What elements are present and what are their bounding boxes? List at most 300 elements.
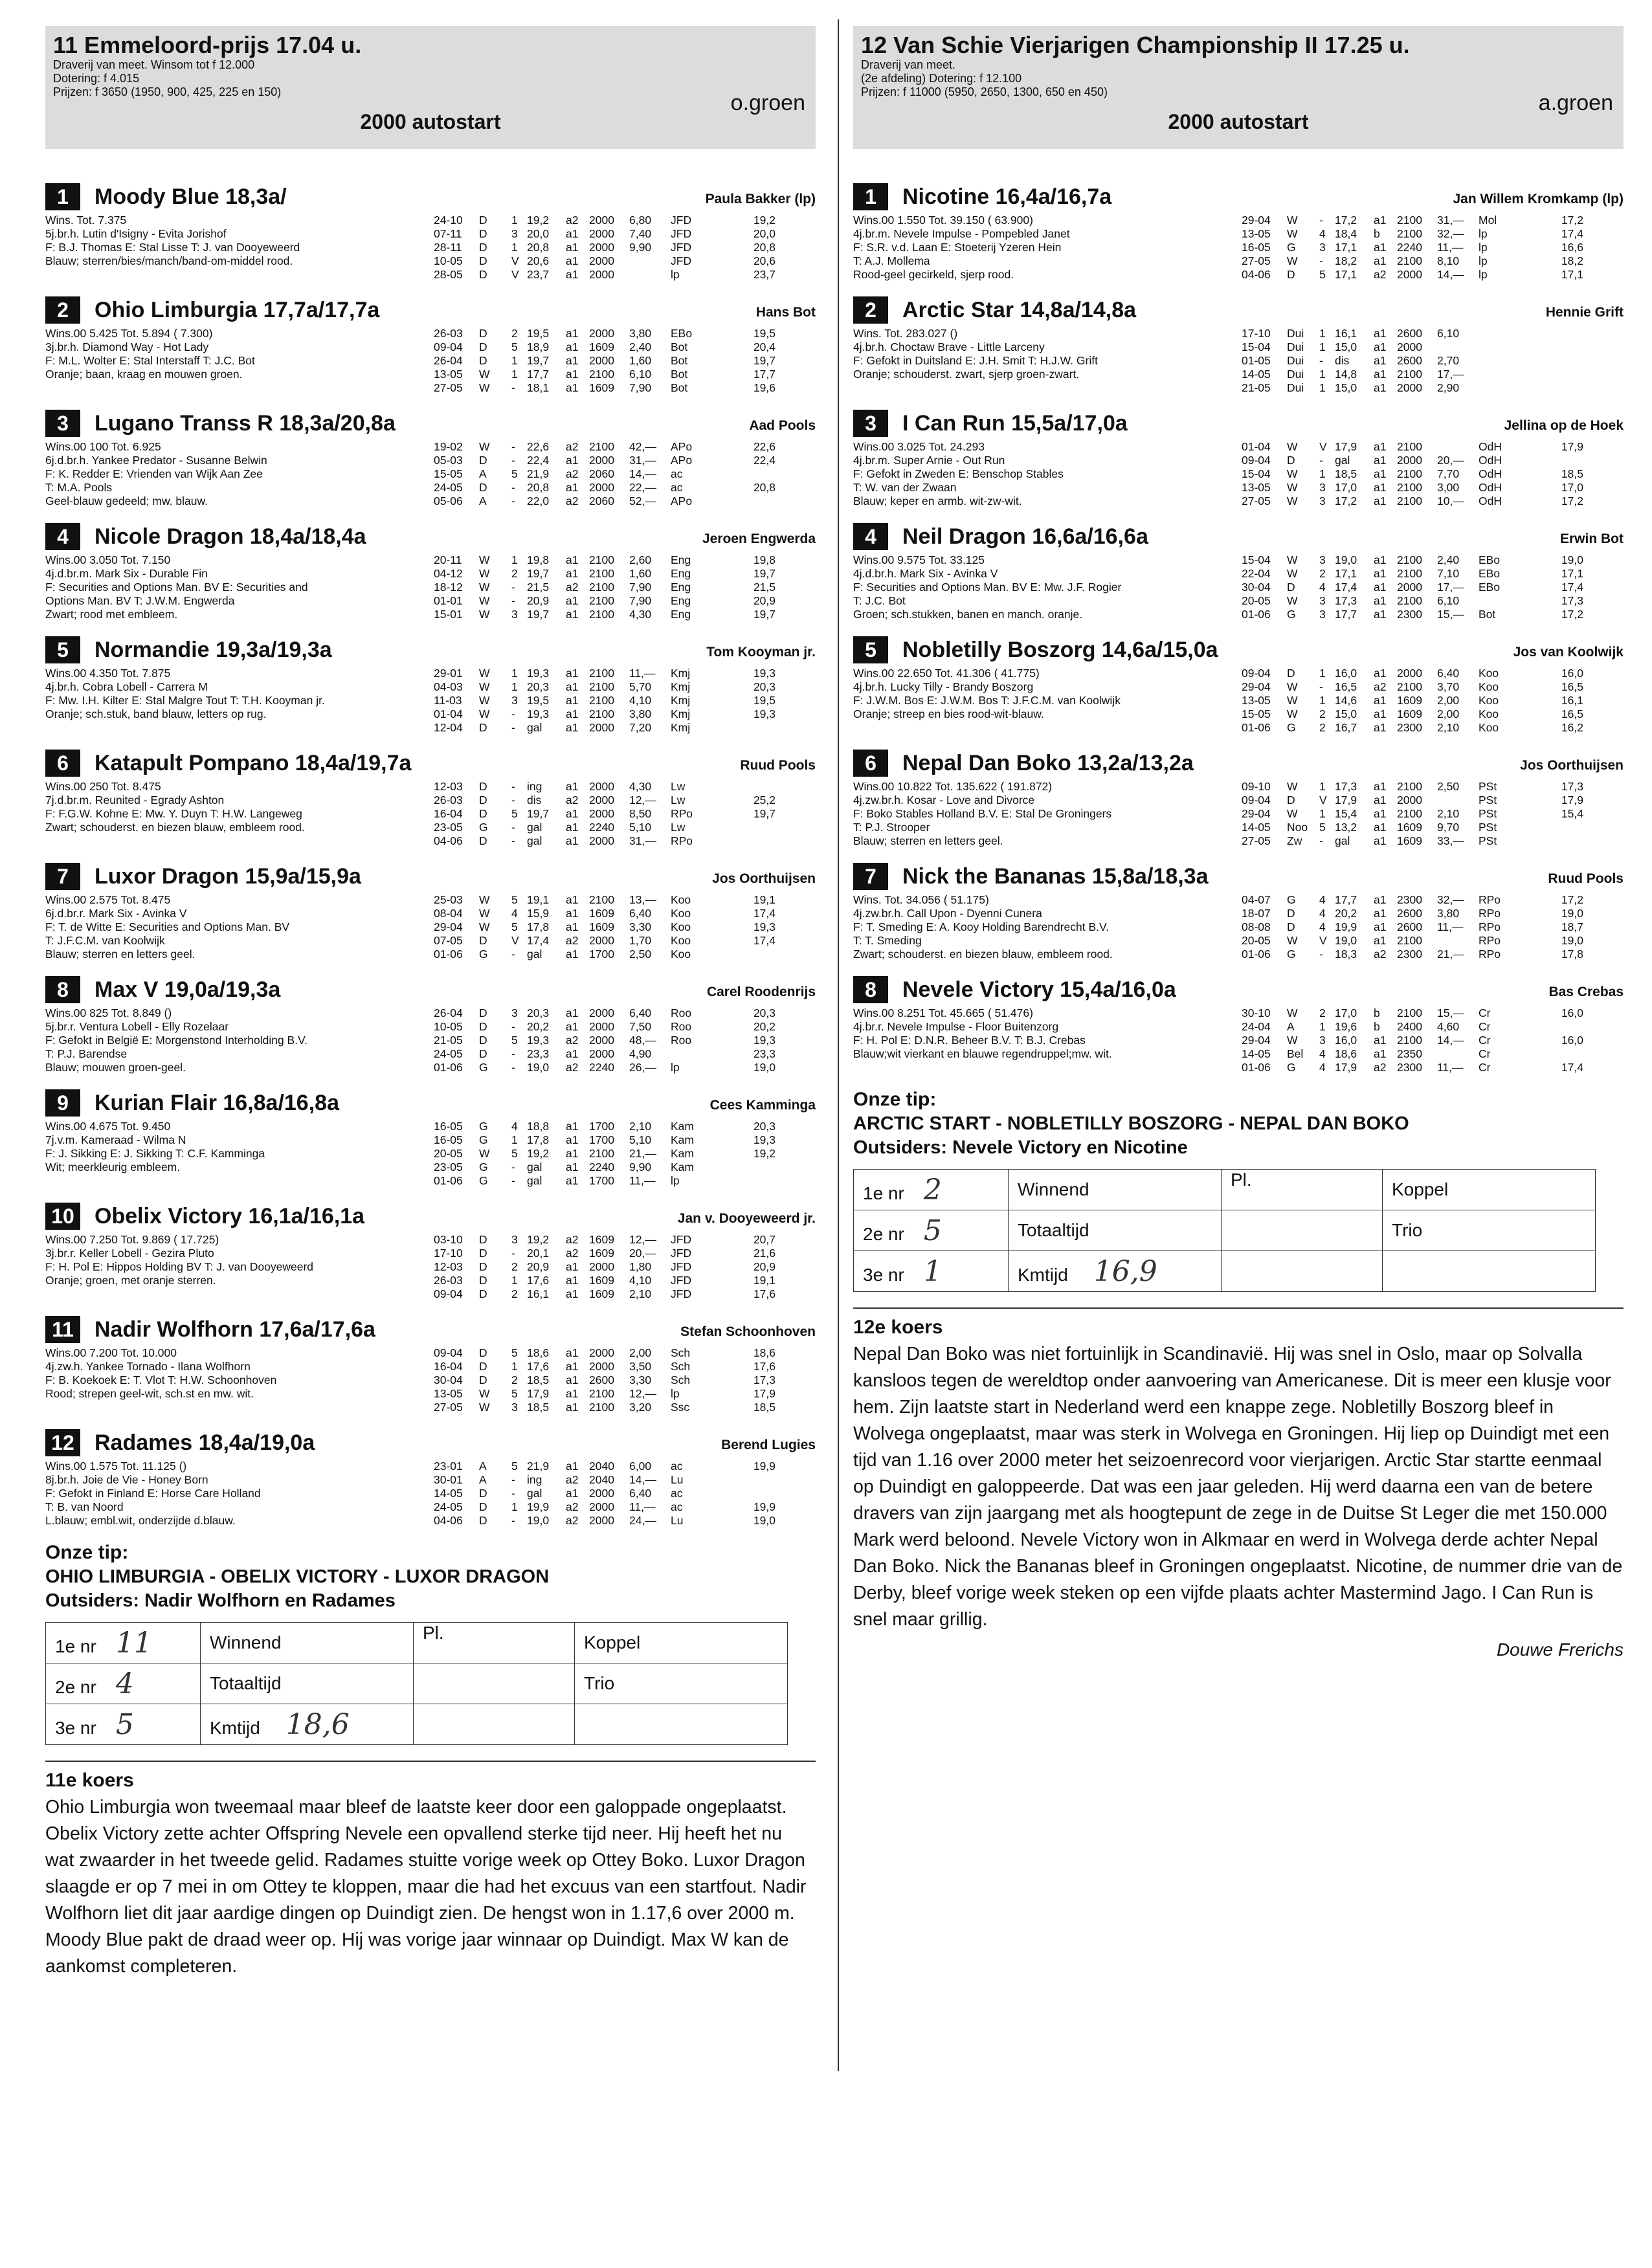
start-cell: 2,00: [1437, 694, 1460, 707]
recent-starts: [434, 1460, 776, 1528]
start-cell: G: [479, 821, 488, 834]
start-cell: 15-04: [1242, 467, 1271, 480]
bet-combo-cell[interactable]: [575, 1704, 788, 1745]
recent-starts: [434, 1346, 776, 1414]
start-cell: -: [511, 721, 515, 734]
start-cell: 19,3: [527, 667, 550, 680]
start-cell: 14-05: [434, 1487, 463, 1500]
start-cell: [1533, 381, 1583, 395]
start-cell: 20,6: [753, 254, 776, 267]
bet-place-cell[interactable]: Pl.: [414, 1623, 575, 1663]
horse-name: Katapult Pompano 18,4a/19,7a: [95, 750, 412, 775]
start-cell: 2100: [1397, 553, 1422, 566]
horse-info-line: Groen; sch.stukken, banen en manch. oranje.: [853, 608, 1083, 621]
start-cell: 2100: [589, 594, 614, 607]
start-cell: [671, 1047, 725, 1061]
start-row: [434, 581, 776, 594]
start-cell: 3: [1319, 1034, 1326, 1047]
start-cell: a1: [566, 553, 579, 566]
start-row: [434, 1387, 776, 1401]
start-cell: 20,9: [527, 1260, 550, 1273]
horse-info-line: T: T. Smeding: [853, 934, 922, 947]
start-cell: 18-07: [1242, 907, 1271, 920]
start-cell: 01-06: [1242, 608, 1271, 621]
recent-starts: [434, 667, 776, 735]
start-cell: gal: [527, 821, 542, 834]
bet-number-cell[interactable]: [854, 1210, 1009, 1251]
start-row: [434, 721, 776, 735]
start-cell: a1: [1374, 594, 1387, 607]
start-cell: 16-04: [434, 1360, 463, 1373]
start-cell: 19,0: [1561, 907, 1583, 920]
start-cell: 17,1: [1561, 268, 1583, 281]
bet-number-cell[interactable]: [46, 1663, 201, 1704]
start-cell: 2100: [589, 1401, 614, 1414]
horse-info-line: F: Gefokt in Finland E: Horse Care Holland: [45, 1487, 261, 1500]
start-cell: [1533, 1047, 1583, 1061]
bet-type-cell[interactable]: [1009, 1251, 1222, 1292]
start-cell: a1: [566, 327, 579, 340]
bet-place-cell[interactable]: [1222, 1210, 1383, 1251]
start-cell: [725, 821, 776, 834]
start-cell: RPo: [1479, 907, 1501, 920]
start-cell: D: [479, 1006, 487, 1019]
race-column-11: [45, 26, 816, 1980]
start-cell: 3: [1319, 608, 1326, 621]
horse-entry: [853, 636, 1624, 735]
horse-body: [853, 780, 1624, 848]
start-cell: OdH: [1479, 495, 1502, 507]
start-cell: OdH: [1479, 481, 1502, 494]
start-cell: 2,10: [629, 1120, 652, 1133]
start-cell: a2: [1374, 268, 1387, 281]
start-cell: 21-05: [434, 1034, 463, 1047]
start-cell: a2: [566, 1247, 579, 1260]
bet-type-cell[interactable]: [201, 1704, 414, 1745]
start-cell: 17,8: [527, 1133, 550, 1146]
start-cell: -: [511, 780, 515, 793]
start-cell: 26-04: [434, 354, 463, 367]
bet-combo-cell[interactable]: Koppel: [1383, 1170, 1596, 1210]
start-cell: RPo: [671, 807, 693, 820]
horse-info-line: 5j.br.h. Lutin d'Isigny - Evita Jorishof: [45, 227, 227, 240]
horse-info-line: Wins. Tot. 34.056 ( 51.175): [853, 893, 989, 906]
start-cell: V: [511, 254, 519, 267]
start-cell: -: [511, 481, 515, 494]
horse-entry: [853, 296, 1624, 395]
horse-header: [45, 296, 816, 324]
trainer-name: Cees Kamminga: [709, 1098, 816, 1113]
start-cell: 19,1: [753, 1274, 776, 1287]
start-cell: PSt: [1479, 780, 1497, 793]
start-row: [434, 381, 776, 395]
start-cell: 1: [511, 241, 518, 254]
start-cell: -: [511, 794, 515, 806]
start-cell: 33,—: [1437, 834, 1464, 847]
bet-number-label: 1e nr: [863, 1183, 904, 1203]
start-cell: 25,2: [753, 794, 776, 806]
start-cell: 2100: [1397, 780, 1422, 793]
horse-info-line: Wins.00 4.675 Tot. 9.450: [45, 1120, 171, 1133]
bet-place-cell[interactable]: [1222, 1251, 1383, 1292]
start-row: [434, 1500, 776, 1514]
start-cell: a1: [566, 807, 579, 820]
start-row: [434, 1346, 776, 1360]
start-row: [434, 780, 776, 794]
start-cell: Eng: [671, 608, 691, 621]
start-cell: 04-07: [1242, 893, 1271, 906]
race-header: [853, 26, 1624, 149]
start-cell: b: [1374, 227, 1380, 240]
start-cell: Bel: [1287, 1047, 1304, 1060]
start-cell: 2100: [589, 1147, 614, 1160]
start-cell: 2000: [1397, 340, 1422, 353]
horse-info-line: Rood; strepen geel-wit, sch.st en mw. wit.: [45, 1387, 254, 1400]
horse-info-line: 4j.zw.br.h. Kosar - Love and Divorce: [853, 794, 1035, 806]
bet-combo-cell[interactable]: Trio: [575, 1663, 788, 1704]
horse-number: 4: [45, 523, 80, 550]
horse-entry: [853, 409, 1624, 508]
start-cell: a2: [566, 214, 579, 227]
start-cell: RPo: [1479, 893, 1501, 906]
start-cell: 16,5: [1561, 680, 1583, 693]
bet-row: [46, 1663, 788, 1704]
start-cell: 1: [1319, 381, 1326, 394]
horse-info-line: F: J. Sikking E: J. Sikking T: C.F. Kamminga: [45, 1147, 265, 1160]
start-cell: 2,60: [629, 553, 652, 566]
start-cell: 17,9: [1335, 794, 1357, 806]
start-cell: 16-05: [1242, 241, 1271, 254]
start-cell: 17,4: [1335, 581, 1357, 594]
horse-entry: [45, 975, 816, 1074]
start-cell: gal: [1335, 454, 1350, 467]
horse-info-line: Wins.00 825 Tot. 8.849 (): [45, 1006, 172, 1019]
start-cell: 13-05: [1242, 227, 1271, 240]
start-cell: 19,5: [753, 327, 776, 340]
start-cell: 2100: [589, 608, 614, 621]
start-cell: 10-05: [434, 254, 463, 267]
start-cell: 2100: [1397, 227, 1422, 240]
start-cell: 19,3: [753, 1133, 776, 1146]
start-row: [434, 893, 776, 907]
race-info-line: Draverij van meet. Winsom tot f 12.000: [53, 58, 255, 71]
start-cell: 2100: [589, 1387, 614, 1400]
start-cell: APo: [671, 440, 693, 453]
horse-info-line: 7j.d.br.m. Reunited - Egrady Ashton: [45, 794, 225, 806]
bet-type-cell[interactable]: [1009, 1170, 1222, 1210]
start-cell: 2100: [1397, 254, 1422, 267]
start-cell: 1609: [1397, 821, 1422, 834]
bet-number-cell[interactable]: [46, 1623, 201, 1663]
start-cell: 19,7: [527, 807, 550, 820]
start-cell: 2000: [1397, 794, 1422, 806]
bet-place-cell[interactable]: [414, 1704, 575, 1745]
start-cell: 20,7: [753, 1233, 776, 1246]
start-cell: W: [1287, 594, 1298, 607]
start-cell: a1: [566, 1373, 579, 1386]
start-cell: 20,4: [753, 340, 776, 353]
start-cell: lp: [1479, 227, 1488, 240]
bet-row: [854, 1210, 1596, 1251]
start-cell: a1: [566, 1006, 579, 1019]
bet-row: [854, 1251, 1596, 1292]
trainer-name: Erwin Bot: [1560, 531, 1624, 546]
trainer-name: Hennie Grift: [1545, 305, 1624, 320]
horse-info-line: 4j.br.h. Choctaw Brave - Little Larceny: [853, 340, 1045, 353]
start-cell: PSt: [1479, 834, 1497, 847]
start-cell: a2: [566, 581, 579, 594]
start-cell: a2: [566, 1034, 579, 1047]
start-cell: A: [1287, 1020, 1295, 1033]
start-cell: W: [1287, 254, 1298, 267]
start-cell: a2: [566, 1473, 579, 1486]
start-cell: gal: [527, 1161, 542, 1173]
horse-info-line: T: J.F.C.M. van Koolwijk: [45, 934, 165, 947]
start-cell: -: [511, 948, 515, 961]
start-cell: 19,3: [753, 707, 776, 720]
start-cell: 2,50: [1437, 780, 1460, 793]
start-cell: 2000: [589, 354, 614, 367]
recent-starts: [434, 1120, 776, 1188]
start-cell: Kam: [671, 1147, 694, 1160]
start-cell: a1: [1374, 834, 1387, 847]
start-cell: 2100: [589, 553, 614, 566]
start-cell: A: [479, 1473, 487, 1486]
start-cell: 19,1: [527, 893, 550, 906]
start-cell: [725, 1487, 776, 1500]
start-row: [434, 1274, 776, 1287]
start-cell: D: [479, 454, 487, 467]
start-cell: OdH: [1479, 467, 1502, 480]
start-row: [1242, 721, 1583, 735]
start-row: [1242, 934, 1583, 948]
start-row: [434, 1006, 776, 1020]
horse-entry: [45, 1429, 816, 1528]
start-cell: 5: [511, 340, 518, 353]
start-cell: 3: [1319, 481, 1326, 494]
bet-combo-cell[interactable]: Trio: [1383, 1210, 1596, 1251]
horse-info-line: F: T. de Witte E: Securities and Options Man. BV: [45, 920, 290, 933]
start-cell: Roo: [671, 1034, 692, 1047]
start-cell: 1,70: [629, 934, 652, 947]
start-cell: 17,0: [1561, 481, 1583, 494]
start-cell: V: [511, 268, 519, 281]
start-cell: 2000: [1397, 268, 1422, 281]
start-cell: [1533, 368, 1583, 381]
start-cell: 19,8: [753, 553, 776, 566]
start-cell: 1: [1319, 340, 1326, 353]
horse-info-line: Wins.00 5.425 Tot. 5.894 ( 7.300): [45, 327, 213, 340]
start-cell: dis: [527, 794, 542, 806]
bet-combo-cell[interactable]: [1383, 1251, 1596, 1292]
horse-name: Neil Dragon 16,6a/16,6a: [902, 524, 1148, 549]
recent-starts: [1242, 553, 1583, 621]
start-cell: -: [511, 1174, 515, 1187]
start-cell: 17,2: [1335, 495, 1357, 507]
start-cell: D: [479, 1233, 487, 1246]
horse-info-line: Rood-geel gecirkeld, sjerp rood.: [853, 268, 1014, 281]
start-cell: 28-05: [434, 268, 463, 281]
start-cell: 4: [511, 1120, 518, 1133]
start-cell: 2,10: [1437, 807, 1460, 820]
start-cell: W: [1287, 467, 1298, 480]
start-cell: 14,8: [1335, 368, 1357, 381]
start-cell: 2000: [589, 780, 614, 793]
start-cell: 3: [511, 1401, 518, 1414]
horse-name: Max V 19,0a/19,3a: [95, 977, 281, 1002]
start-cell: 5,10: [629, 821, 652, 834]
bet-type-cell[interactable]: [201, 1663, 414, 1704]
bet-place-cell[interactable]: Pl.: [1222, 1170, 1383, 1210]
start-cell: -: [1319, 834, 1323, 847]
start-cell: 1609: [1397, 707, 1422, 720]
horse-info-line: Wins.00 1.575 Tot. 11.125 (): [45, 1460, 187, 1473]
start-cell: 19,9: [527, 1500, 550, 1513]
start-cell: 1: [511, 553, 518, 566]
start-cell: [1437, 934, 1479, 948]
start-cell: 24-04: [1242, 1020, 1271, 1033]
start-cell: 17,4: [527, 934, 550, 947]
start-cell: 20,8: [527, 481, 550, 494]
start-cell: 1: [1319, 327, 1326, 340]
start-cell: 1609: [589, 1233, 614, 1246]
start-cell: 19,3: [753, 920, 776, 933]
start-cell: 04-06: [434, 834, 463, 847]
horse-info-line: Wins.00 7.250 Tot. 9.869 ( 17.725): [45, 1233, 219, 1246]
horse-number: 12: [45, 1429, 80, 1456]
bet-number-cell[interactable]: [46, 1704, 201, 1745]
horse-info-line: F: T. Smeding E: A. Kooy Holding Barendrecht B.V.: [853, 920, 1109, 933]
horse-info: [853, 214, 1242, 282]
horse-entry: [45, 1089, 816, 1188]
start-row: [434, 327, 776, 340]
start-cell: 2100: [1397, 467, 1422, 480]
start-cell: [1437, 440, 1479, 454]
start-cell: 16,0: [1561, 667, 1583, 680]
race-info-line: Prijzen: f 11000 (5950, 2650, 1300, 650 en 450): [861, 85, 1108, 98]
start-cell: 14,—: [629, 467, 656, 480]
bet-place-cell[interactable]: [414, 1663, 575, 1704]
bet-combo-cell[interactable]: Koppel: [575, 1623, 788, 1663]
start-cell: 2100: [589, 680, 614, 693]
horse-name: Lugano Transs R 18,3a/20,8a: [95, 410, 396, 436]
start-cell: 22,4: [753, 454, 776, 467]
start-cell: 2000: [589, 721, 614, 734]
start-cell: 20,8: [527, 241, 550, 254]
start-cell: 24-05: [434, 1500, 463, 1513]
start-cell: 7,90: [629, 381, 652, 394]
start-cell: 26-03: [434, 327, 463, 340]
start-cell: 17,0: [1335, 1006, 1357, 1019]
horse-header: [45, 183, 816, 211]
start-row: [434, 481, 776, 495]
horse-name: Moody Blue 18,3a/: [95, 184, 287, 209]
start-cell: 26-03: [434, 794, 463, 806]
horse-info-line: 7j.v.m. Kameraad - Wilma N: [45, 1133, 186, 1146]
start-cell: a1: [566, 1047, 579, 1060]
start-cell: 6,40: [1437, 667, 1460, 680]
start-cell: 01-06: [434, 1174, 463, 1187]
start-cell: 12-04: [434, 721, 463, 734]
start-cell: 14-05: [1242, 1047, 1271, 1060]
start-cell: 12,—: [629, 1233, 656, 1246]
start-cell: 8,10: [1437, 254, 1460, 267]
bet-type-cell[interactable]: [201, 1623, 414, 1663]
start-cell: 2100: [1397, 214, 1422, 227]
start-cell: Lw: [671, 794, 686, 806]
start-cell: 2000: [589, 268, 614, 281]
start-cell: 16,7: [1335, 721, 1357, 734]
start-cell: G: [1287, 721, 1296, 734]
start-cell: D: [479, 1034, 487, 1047]
start-cell: a1: [1374, 454, 1387, 467]
start-cell: a1: [566, 834, 579, 847]
start-cell: 20,0: [753, 227, 776, 240]
bet-number-label: 1e nr: [55, 1636, 96, 1656]
start-cell: -: [511, 707, 515, 720]
start-cell: D: [479, 327, 487, 340]
start-cell: 3,80: [1437, 907, 1460, 920]
start-cell: 17,4: [753, 907, 776, 920]
start-cell: Eng: [671, 553, 691, 566]
start-cell: 19,2: [527, 1147, 550, 1160]
start-row: [434, 1373, 776, 1387]
bet-number-cell[interactable]: [854, 1170, 1009, 1210]
start-cell: ac: [671, 1500, 683, 1513]
start-cell: a1: [1374, 368, 1387, 381]
start-cell: D: [479, 807, 487, 820]
start-cell: Koo: [671, 907, 691, 920]
start-cell: 1: [511, 1500, 518, 1513]
start-cell: 2600: [1397, 920, 1422, 933]
start-cell: 20,1: [527, 1247, 550, 1260]
handwritten-number: 2: [923, 1173, 942, 1206]
bet-number-cell[interactable]: [854, 1251, 1009, 1292]
handwritten-number: 4: [115, 1667, 134, 1700]
start-row: [434, 567, 776, 581]
start-cell: 20,0: [527, 227, 550, 240]
start-cell: 3,20: [629, 1401, 652, 1414]
horse-list: [853, 183, 1624, 1074]
start-cell: 2: [511, 567, 518, 580]
bet-type-cell[interactable]: [1009, 1210, 1222, 1251]
start-cell: 2240: [589, 1161, 614, 1173]
handwritten-number: 5: [115, 1707, 134, 1741]
start-cell: D: [479, 268, 487, 281]
start-cell: 1609: [589, 1247, 614, 1260]
start-cell: 2000: [589, 1360, 614, 1373]
horse-number: 11: [45, 1316, 80, 1343]
start-cell: D: [479, 241, 487, 254]
start-cell: 19,3: [753, 667, 776, 680]
start-cell: Sch: [671, 1373, 691, 1386]
horse-info: [853, 553, 1242, 621]
start-cell: a1: [566, 268, 579, 281]
start-row: [1242, 893, 1583, 907]
start-cell: 22,4: [527, 454, 550, 467]
start-cell: 21,5: [753, 581, 776, 594]
start-cell: a1: [1374, 920, 1387, 933]
start-cell: a1: [1374, 567, 1387, 580]
horse-body: [45, 1460, 816, 1528]
race-colour: o.groen: [730, 91, 805, 115]
start-cell: 2600: [1397, 907, 1422, 920]
start-cell: 1: [511, 368, 518, 381]
horse-info-line: F: B. Koekoek E: T. Vlot T: H.W. Schoonhoven: [45, 1373, 277, 1386]
horse-info-line: 4j.br.r. Nevele Impulse - Floor Buitenzorg: [853, 1020, 1059, 1033]
start-cell: 07-11: [434, 227, 462, 240]
start-cell: 17,1: [1335, 567, 1357, 580]
